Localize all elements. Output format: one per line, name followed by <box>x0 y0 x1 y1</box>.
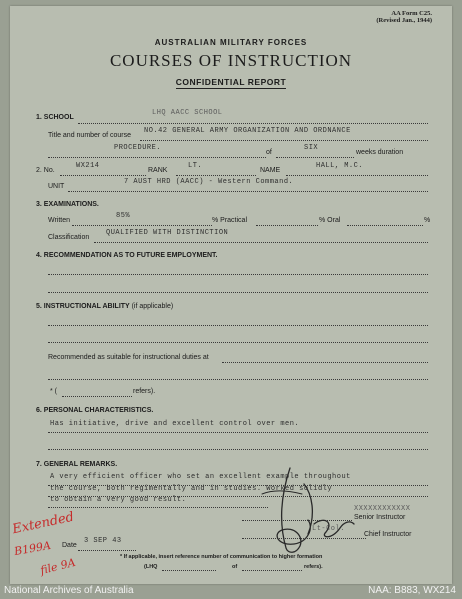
practical-line <box>256 225 318 226</box>
remarks-value-1: A very efficient officer who set an excellent example throughout <box>50 473 351 481</box>
name-value: HALL, M.C. <box>316 162 364 170</box>
classification-line <box>94 242 428 243</box>
instructional-heading <box>36 303 173 310</box>
chief-rank: Lt-Col. <box>312 525 345 533</box>
unit-value: 7 AUST HRD (AACC) - Western Command. <box>124 178 294 186</box>
signature-scribble <box>242 464 362 556</box>
annotation-b199a: B199A <box>13 538 52 559</box>
oral-line <box>347 225 423 226</box>
footnote-lhq: (LHQ <box>144 564 158 570</box>
form-revision-text: (Revised Jan., 1944) <box>376 17 432 24</box>
archive-reference: NAA: B883, WX214 <box>368 585 456 596</box>
course-value-1: NO.42 GENERAL ARMY ORGANIZATION AND ORDNANCE <box>144 127 351 135</box>
suitable-line <box>222 362 428 363</box>
remarks-value-2: the course, both regimentally and in studies. Worked solidly <box>50 485 333 493</box>
footnote-text: * If applicable, insert reference number of communication to higher formation <box>120 554 323 560</box>
remarks-heading: 7. GENERAL REMARKS. <box>36 461 118 468</box>
form-number-text: AA Form C25. <box>391 10 432 17</box>
rank-value: LT. <box>188 162 203 170</box>
name-label: NAME <box>260 167 281 174</box>
classification-value: QUALIFIED WITH DISTINCTION <box>106 229 229 237</box>
instructional-line-2 <box>48 342 428 343</box>
school-heading: 1. SCHOOL <box>36 114 74 121</box>
refers-line <box>62 396 132 397</box>
refers-prefix: * ( <box>50 388 57 395</box>
form-subtitle-text: CONFIDENTIAL REPORT <box>175 77 287 87</box>
remarks-line-3 <box>48 507 268 508</box>
personal-line-2 <box>48 449 428 450</box>
organisation-heading: AUSTRALIAN MILITARY FORCES <box>154 38 308 47</box>
examinations-heading: 3. EXAMINATIONS. <box>36 201 99 208</box>
duration-line <box>276 157 354 158</box>
suitable-line-2 <box>48 379 428 380</box>
course-line-2 <box>48 157 266 158</box>
refers-suffix: refers). <box>133 388 156 395</box>
annotation-extended: Extended <box>11 509 76 538</box>
instructional-heading-text: 5. INSTRUCTIONAL ABILITY <box>36 303 130 310</box>
practical-label: % Practical <box>212 217 248 224</box>
course-value-2: PROCEDURE. <box>114 144 162 152</box>
written-line <box>72 225 212 226</box>
footnote-of: of <box>232 564 238 570</box>
instructional-line-1 <box>48 325 428 326</box>
rank-line <box>176 175 256 176</box>
recommendation-line-1 <box>48 274 428 275</box>
oral-percent: % <box>424 217 431 224</box>
oral-label: % Oral <box>319 217 341 224</box>
form-subtitle <box>10 77 452 87</box>
footnote-line-1 <box>162 570 216 571</box>
footnote-line-2 <box>242 570 302 571</box>
recommendation-heading: 4. RECOMMENDATION AS TO FUTURE EMPLOYMENT. <box>36 252 218 259</box>
remarks-value-3: to obtain a very good result. <box>50 496 187 504</box>
date-label: Date <box>62 542 77 549</box>
written-label: Written <box>48 217 71 224</box>
school-line <box>78 123 428 124</box>
course-line-1 <box>140 140 428 141</box>
written-value: 85% <box>116 212 131 220</box>
course-label: Title and number of course <box>48 132 132 139</box>
form-number <box>376 10 432 24</box>
no-line <box>60 175 146 176</box>
instructional-note: (if applicable) <box>131 303 174 310</box>
report-form <box>10 6 452 584</box>
chief-instructor-label: Chief Instructor <box>364 531 412 538</box>
personal-value: Has initiative, drive and excellent control over men. <box>50 420 300 428</box>
personal-line-1 <box>48 432 428 433</box>
personal-heading: 6. PERSONAL CHARACTERISTICS. <box>36 407 154 414</box>
classification-label: Classification <box>48 234 90 241</box>
suitable-label: Recommended as suitable for instructional duties at <box>48 354 209 361</box>
duration-value: SIX <box>304 144 319 152</box>
recommendation-line-2 <box>48 292 428 293</box>
unit-line <box>68 191 428 192</box>
senior-redacted: XXXXXXXXXXXX <box>354 505 411 513</box>
no-label: 2. No. <box>36 167 55 174</box>
duration-label: weeks duration <box>356 149 404 156</box>
no-value: WX214 <box>76 162 100 170</box>
name-line <box>286 175 428 176</box>
senior-instructor-label: Senior Instructor <box>354 514 406 521</box>
annotation-file: file 9A <box>38 555 77 578</box>
school-value: LHQ AACC SCHOOL <box>152 109 223 117</box>
footnote-refers: refers). <box>304 564 323 570</box>
rank-label: RANK <box>148 167 168 174</box>
of-label: of <box>266 149 272 156</box>
date-value: 3 SEP 43 <box>84 537 122 545</box>
date-line <box>78 550 136 551</box>
unit-label: UNIT <box>48 183 65 190</box>
form-title: COURSES OF INSTRUCTION <box>109 51 353 70</box>
archive-caption: National Archives of Australia <box>4 585 134 596</box>
